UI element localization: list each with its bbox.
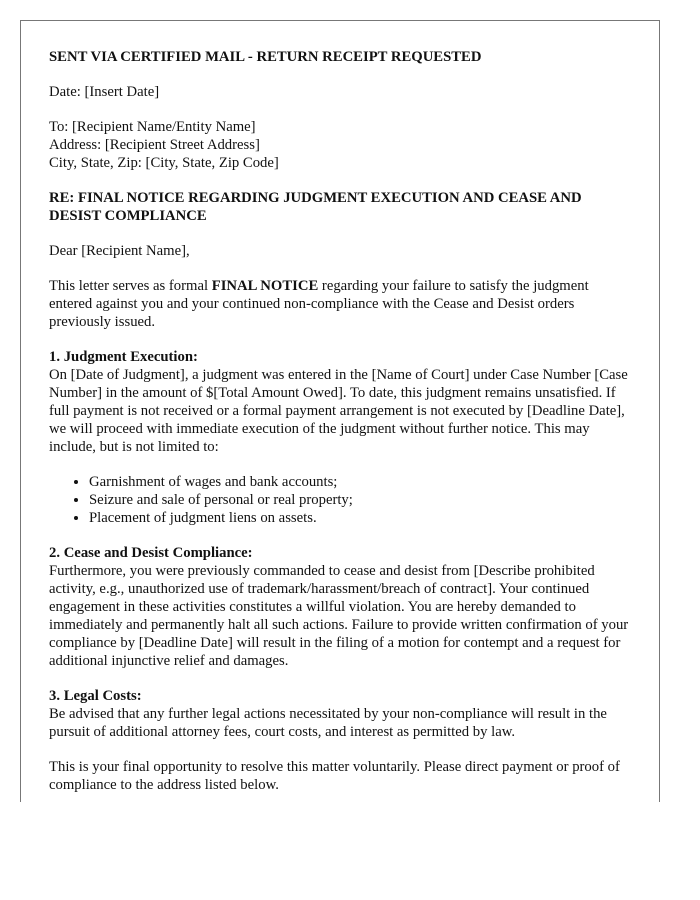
recipient-block — [49, 118, 631, 172]
section-title: 1. Judgment Execution: — [49, 349, 198, 365]
intro-paragraph — [49, 277, 631, 331]
list-item: • Garnishment of wages and bank accounts; — [89, 473, 631, 491]
list-item: • Placement of judgment liens on assets. — [89, 509, 631, 527]
recipient-address: Address: [Recipient Street Address] — [49, 137, 260, 153]
section-body: Be advised that any further legal actions necessitated by your non-compliance will result in the pursuit of additional attorney fees, court costs, and interest as permitted by law. — [49, 706, 607, 740]
intro-text-before: This letter serves as formal — [49, 278, 212, 294]
subject-line: RE: FINAL NOTICE REGARDING JUDGMENT EXECUTION AND CEASE AND DESIST COMPLIANCE — [49, 190, 582, 224]
closing-paragraph: This is your final opportunity to resolve this matter voluntarily. Please direct payment or proof of compliance to the address listed below. — [49, 759, 620, 793]
letter-page — [20, 20, 660, 802]
date-line: Date: [Insert Date] — [49, 84, 160, 100]
execution-list — [49, 473, 631, 527]
intro-bold-text: FINAL NOTICE — [211, 278, 319, 294]
recipient-city: City, State, Zip: [City, State, Zip Code] — [49, 155, 279, 171]
recipient-name: To: [Recipient Name/Entity Name] — [49, 119, 256, 135]
section-judgment-execution — [49, 348, 631, 527]
section-body: On [Date of Judgment], a judgment was entered in the [Name of Court] under Case Number [Case Number] in the amount of $[Total Amount Owed]. To date, this judgment remains unsatisfied. If full payment is not received or a formal payment arrangement is not executed by [Deadline Date], we will proceed with immediate execution of the judgment without further notice. This may include, but is not limited to: — [49, 367, 628, 455]
section-cease-desist — [49, 544, 631, 670]
mail-header: SENT VIA CERTIFIED MAIL - RETURN RECEIPT REQUESTED — [49, 49, 482, 65]
section-title: 3. Legal Costs: — [49, 688, 142, 704]
section-body: Furthermore, you were previously commanded to cease and desist from [Describe prohibited activity, e.g., unauthorized use of trademark/harassment/breach of contract]. Your continued engagement in these activities constitutes a willful violation. You are hereby demanded to immediately and permanently halt all such actions. Failure to provide written confirmation of your compliance by [Deadline Date] will result in the filing of a motion for contempt and a request for additional injunctive relief and damages. — [49, 563, 629, 669]
list-item: • Seizure and sale of personal or real property; — [89, 491, 631, 509]
section-legal-costs — [49, 687, 631, 741]
salutation: Dear [Recipient Name], — [49, 243, 190, 259]
section-title: 2. Cease and Desist Compliance: — [49, 545, 253, 561]
intro-text-after: regarding your failure to satisfy the judgment entered against you and your continued non-compliance with the Cease and Desist orders previously issued. — [49, 278, 589, 330]
